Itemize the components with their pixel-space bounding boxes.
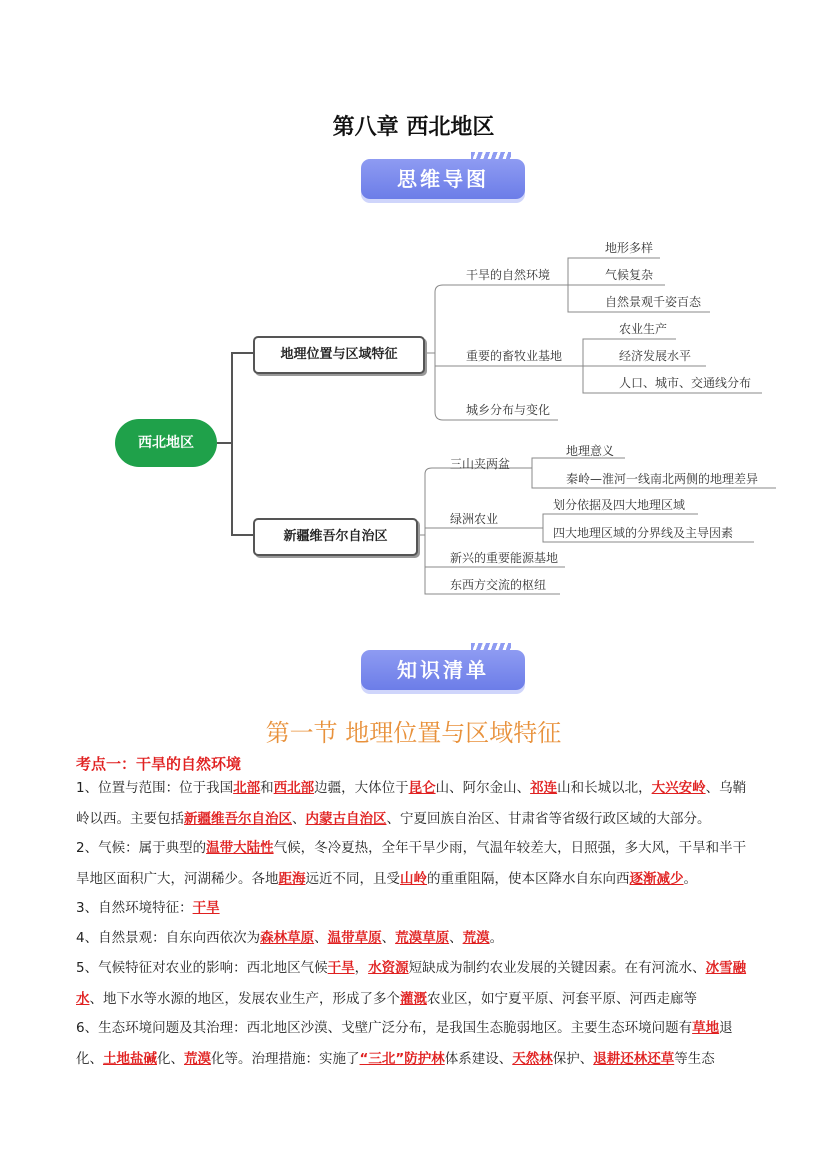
mindmap-leaf: 气候复杂 — [605, 268, 654, 282]
text: 1、位置与范围：位于我国 — [76, 780, 234, 796]
text: 6、生态环境问题及其治理：西北地区沙漠、戈壁广泛分布，是我国生态脆弱地区。主要生态环境问题有 — [76, 1020, 693, 1036]
mindmap-leaf: 划分依据及四大地理区域 — [553, 498, 686, 512]
text: 、乌鞘岭以西。主要包括 — [76, 780, 747, 827]
text: 5、气候特征对农业的影响：西北地区气候 — [76, 960, 328, 976]
text: 、地下水等水源的地区，发展农业生产，形成了多个 — [89, 991, 400, 1007]
key-term: 距海 — [278, 871, 306, 887]
text: 边疆，大体位于 — [314, 780, 409, 796]
knowledge-banner — [361, 650, 525, 690]
mindmap-leaf: 地形多样 — [605, 241, 654, 255]
key-term: 荒漠 — [462, 930, 490, 946]
key-term: 天然林 — [512, 1051, 553, 1067]
key-term: 温带大陆性 — [206, 840, 274, 856]
text: 、 — [292, 811, 306, 827]
text: 、 — [381, 930, 396, 946]
key-term: 土地盐碱 — [103, 1051, 157, 1067]
text: 山和长城以北， — [557, 780, 652, 796]
item-2 — [76, 833, 756, 895]
text: 、 — [314, 930, 328, 946]
key-term: 逐渐减少 — [629, 871, 684, 887]
mindmap-leaf: 农业生产 — [619, 322, 668, 336]
mindmap-node: 三山夹两盆 — [450, 457, 511, 471]
text: 3、自然环境特征： — [76, 900, 193, 916]
key-term: 山岭 — [400, 871, 427, 887]
key-term: 西北部 — [273, 780, 315, 796]
mindmap-leaf: 自然景观千姿百态 — [605, 295, 702, 309]
text: 和 — [260, 780, 274, 796]
item-1 — [76, 773, 756, 835]
item-3 — [76, 893, 756, 924]
text: 化等。治理措施：实施了 — [211, 1051, 360, 1067]
key-term: 荒漠草原 — [395, 930, 450, 946]
text: 短缺成为制约农业发展的关键因素。在有河流水、 — [408, 960, 706, 976]
text: 2、气候：属于典型的 — [76, 840, 207, 856]
text: 。 — [683, 871, 697, 887]
mindmap-branch-xinjiang: 新疆维吾尔自治区 — [253, 518, 418, 556]
key-term: 祁连 — [530, 780, 558, 796]
knowledge-banner-label: 知识清单 — [397, 658, 489, 682]
mindmap-leaf: 四大地理区域的分界线及主导因素 — [553, 526, 734, 540]
banner-stripes-icon — [471, 643, 511, 651]
text: 、宁夏回族自治区、甘肃省等省级行政区域的大部分。 — [386, 811, 711, 827]
key-term: “三北”防护林 — [359, 1051, 445, 1067]
key-term: 北部 — [233, 780, 261, 796]
mindmap-leaf: 经济发展水平 — [619, 349, 692, 363]
text: 等生态 — [674, 1051, 715, 1067]
key-term: 荒漠 — [184, 1051, 211, 1067]
text: 保护、 — [552, 1051, 594, 1067]
mindmap-node: 绿洲农业 — [450, 512, 499, 526]
section-title: 第一节 地理位置与区域特征 — [265, 719, 562, 747]
key-term: 内蒙古自治区 — [305, 811, 387, 827]
item-5 — [76, 953, 756, 1015]
text: 农业区，如宁夏平原、河套平原、河西走廊等 — [427, 991, 697, 1007]
key-term: 水资源 — [368, 960, 409, 976]
key-term: 新疆维吾尔自治区 — [184, 811, 292, 827]
text: 的重重阻隔，使本区降水自东向西 — [427, 871, 630, 887]
mindmap-leaf: 人口、城市、交通线分布 — [619, 376, 752, 390]
key-term: 冰雪融水 — [76, 960, 747, 1007]
mindmap-banner-label: 思维导图 — [397, 167, 489, 191]
text: 化、 — [157, 1051, 184, 1067]
kaodian-heading: 考点一：干旱的自然环境 — [76, 755, 242, 773]
mindmap-node: 新兴的重要能源基地 — [450, 551, 559, 565]
key-term: 草地 — [692, 1020, 720, 1036]
mindmap-root: 西北地区 — [115, 419, 217, 467]
text: ， — [354, 960, 369, 976]
key-term: 灌溉 — [400, 991, 427, 1007]
key-term: 温带草原 — [327, 930, 382, 946]
mindmap-node: 重要的畜牧业基地 — [466, 349, 563, 363]
mindmap-node: 东西方交流的枢纽 — [450, 578, 547, 592]
key-term: 干旱 — [327, 960, 355, 976]
text: 体系建设、 — [444, 1051, 513, 1067]
text: 退化、 — [76, 1020, 733, 1067]
text: 。 — [489, 930, 504, 946]
item-6 — [76, 1013, 756, 1075]
mindmap-node: 城乡分布与变化 — [466, 403, 551, 417]
chapter-title: 第八章 西北地区 — [332, 115, 495, 140]
key-term: 森林草原 — [260, 930, 315, 946]
text: 山、阿尔金山、 — [435, 780, 531, 796]
key-term: 干旱 — [192, 900, 220, 916]
mindmap-leaf: 地理意义 — [566, 444, 615, 458]
key-term: 昆仑 — [408, 780, 436, 796]
key-term: 退耕还林还草 — [593, 1051, 675, 1067]
text: 4、自然景观：自东向西依次为 — [76, 930, 261, 946]
mindmap-leaf: 秦岭—淮河一线南北两侧的地理差异 — [566, 472, 759, 486]
text: 气候，冬冷夏热，全年干旱少雨，气温年较差大，日照强，多大风，干旱和半干旱地区面积广大，河湖稀少。各地 — [76, 840, 747, 887]
text: 远近不同，且受 — [305, 871, 400, 887]
text: 、 — [449, 930, 463, 946]
key-term: 大兴安岭 — [651, 780, 706, 796]
item-4 — [76, 923, 756, 954]
mindmap-node: 干旱的自然环境 — [466, 268, 551, 282]
mindmap-branch-location: 地理位置与区域特征 — [253, 336, 425, 374]
